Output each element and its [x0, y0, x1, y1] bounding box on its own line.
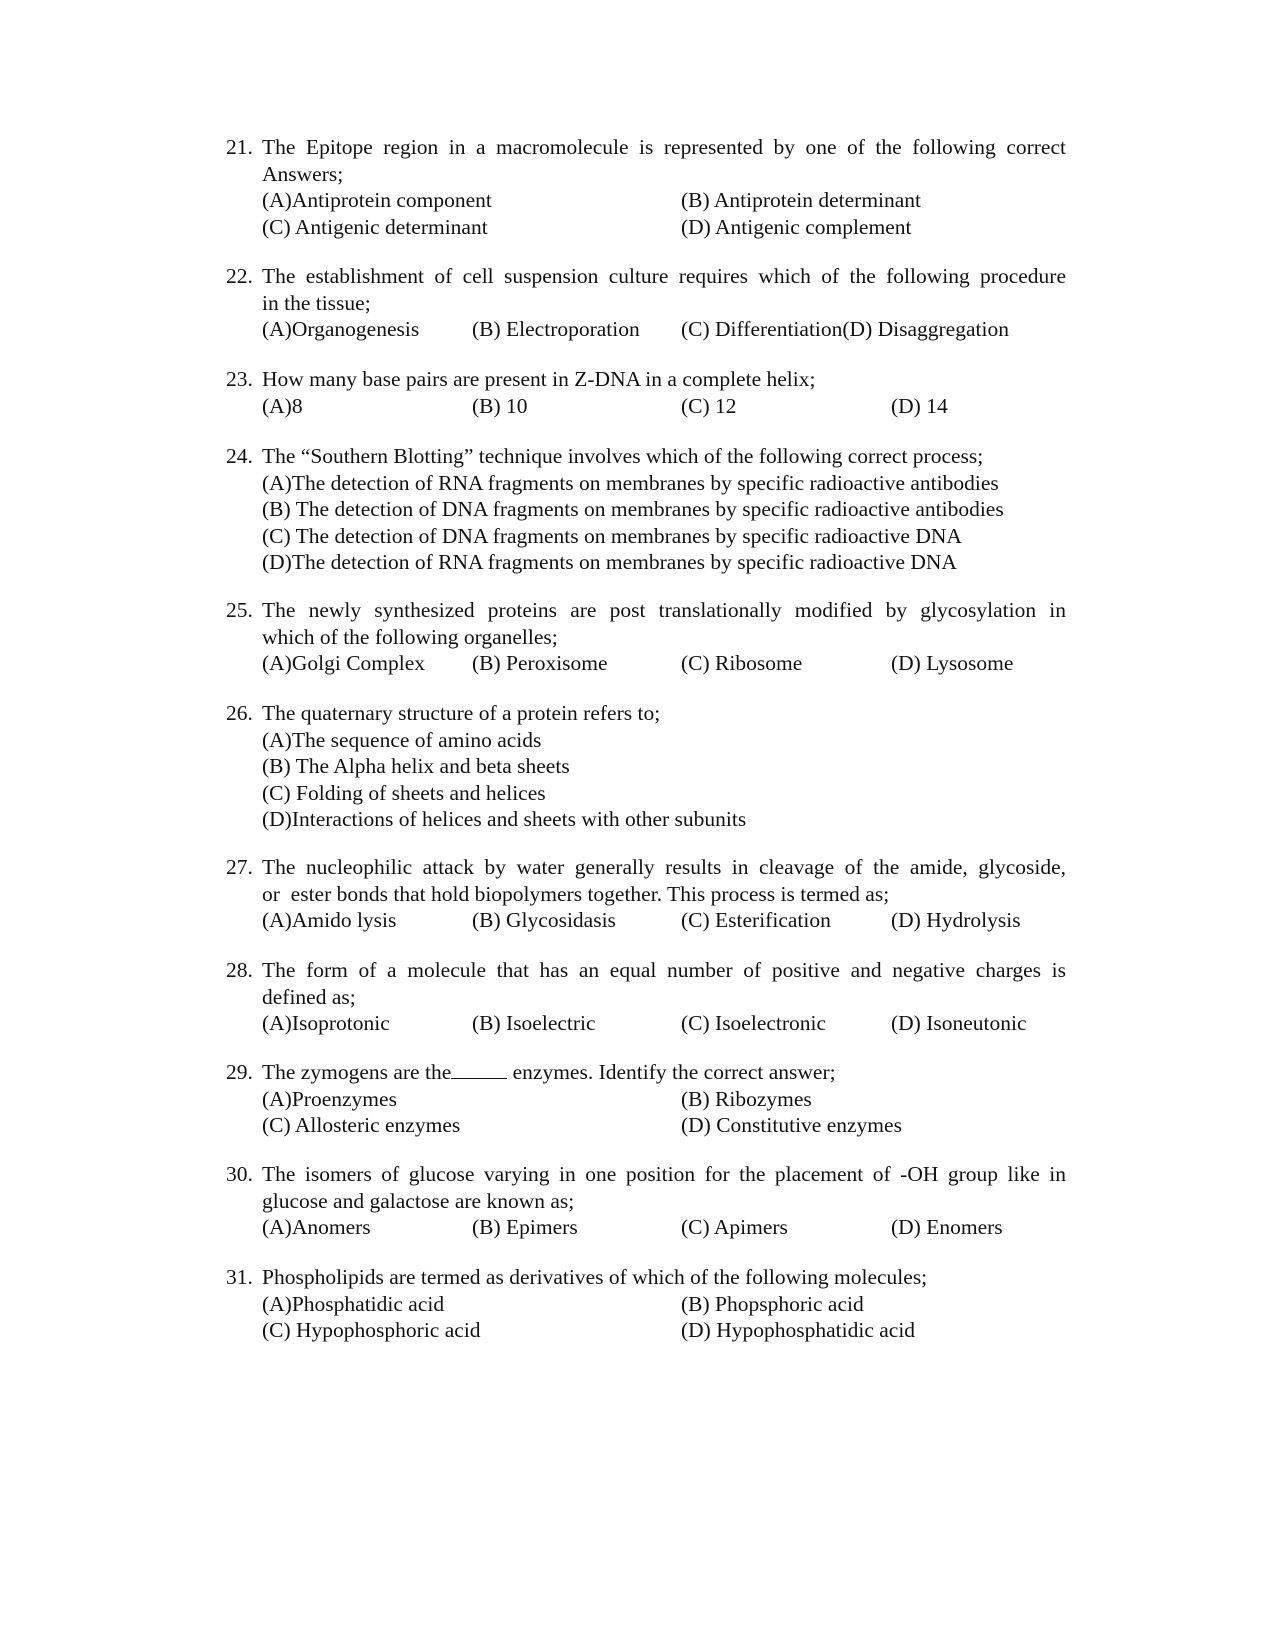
- question-stem: which of the following organelles;: [262, 624, 558, 649]
- option-d: (D)The detection of RNA fragments on membranes by specific radioactive DNA: [262, 550, 957, 574]
- question-stem: The establishment of cell suspension culture requires which of the following procedure: [262, 264, 1066, 288]
- question-number: 28.: [226, 958, 253, 982]
- option-a: (A)Phosphatidic acid: [262, 1291, 445, 1316]
- question-stem: The form of a molecule that has an equal number of positive and negative charges is: [262, 958, 1066, 982]
- option-a: (A)8: [262, 393, 303, 418]
- question-25: [226, 597, 1066, 677]
- option-b: (B) Epimers: [472, 1215, 578, 1239]
- question-28: [226, 957, 1066, 1037]
- question-stem: Phospholipids are termed as derivatives of which of the following molecules;: [262, 1265, 928, 1289]
- question-23: [226, 366, 1066, 419]
- option-b: (B) Peroxisome: [472, 651, 608, 675]
- option-b: (B) Phopsphoric acid: [681, 1291, 864, 1316]
- option-a: (A)Organogenesis: [262, 317, 420, 341]
- option-c: (C) Antigenic determinant: [262, 214, 488, 239]
- option-c: (C) 12: [681, 393, 737, 418]
- question-27: [226, 854, 1066, 934]
- question-number: 25.: [226, 598, 253, 622]
- option-d: (D) Antigenic complement: [681, 214, 912, 239]
- option-d: (D) 14: [891, 393, 948, 418]
- question-stem: The “Southern Blotting” technique involves which of the following correct process;: [262, 444, 984, 468]
- question-31: [226, 1264, 1066, 1344]
- question-number: 22.: [226, 264, 253, 288]
- stem-before-blank: The zymogens are the: [262, 1060, 452, 1084]
- option-c-d: (C) Differentiation(D) Disaggregation: [681, 317, 1009, 341]
- stem-after-blank: enzymes. Identify the correct answer;: [507, 1060, 836, 1084]
- question-number: 29.: [226, 1060, 253, 1084]
- option-a: (A)Antiprotein component: [262, 188, 492, 212]
- option-a: (A)Golgi Complex: [262, 651, 426, 675]
- question-number: 24.: [226, 444, 253, 468]
- question-number: 26.: [226, 701, 253, 725]
- question-stem: How many base pairs are present in Z-DNA in a complete helix;: [262, 367, 816, 391]
- option-b: (B) 10: [472, 393, 528, 418]
- option-d: (D) Lysosome: [891, 651, 1014, 675]
- question-number: 21.: [226, 135, 253, 159]
- question-stem: The newly synthesized proteins are post translationally modified by glycosylation in: [262, 598, 1066, 622]
- option-d: (D) Isoneutonic: [891, 1011, 1027, 1035]
- option-c: (C) Isoelectronic: [681, 1011, 827, 1035]
- question-stem: glucose and galactose are known as;: [262, 1188, 575, 1213]
- option-b: (B) Ribozymes: [681, 1086, 812, 1111]
- question-stem: defined as;: [262, 984, 356, 1009]
- option-b: (B) The detection of DNA fragments on membranes by specific radioactive antibodies: [262, 497, 1004, 521]
- question-stem: The quaternary structure of a protein refers to;: [262, 701, 661, 725]
- question-26: [226, 700, 1066, 833]
- option-c: (C) Ribosome: [681, 651, 803, 675]
- option-a: (A)The sequence of amino acids: [262, 727, 542, 752]
- question-29: [226, 1059, 1066, 1139]
- option-b: (B) The Alpha helix and beta sheets: [262, 754, 570, 778]
- option-c: (C) Hypophosphoric acid: [262, 1318, 481, 1342]
- answer-blank: [451, 1060, 507, 1079]
- question-30: [226, 1161, 1066, 1241]
- question-22: [226, 263, 1066, 343]
- option-d: (D) Constitutive enzymes: [681, 1113, 902, 1137]
- question-number: 31.: [226, 1265, 253, 1289]
- question-number: 23.: [226, 367, 253, 391]
- question-24: [226, 443, 1066, 576]
- option-c: (C) Allosteric enzymes: [262, 1113, 461, 1137]
- option-d: (D) Hypophosphatidic acid: [681, 1318, 916, 1342]
- option-d: (D)Interactions of helices and sheets with other subunits: [262, 807, 747, 831]
- option-b: (B) Antiprotein determinant: [681, 188, 922, 212]
- question-stem: Answers;: [262, 161, 344, 186]
- option-a: (A)Proenzymes: [262, 1086, 397, 1111]
- question-stem: in the tissue;: [262, 290, 371, 315]
- question-stem: The nucleophilic attack by water generally results in cleavage of the amide, glycoside,: [262, 855, 1066, 879]
- option-d: (D) Hydrolysis: [891, 908, 1021, 932]
- question-21: [226, 134, 1066, 240]
- option-c: (C) The detection of DNA fragments on membranes by specific radioactive DNA: [262, 523, 962, 548]
- question-stem: [262, 1059, 1066, 1086]
- option-c: (C) Esterification: [681, 908, 831, 932]
- option-b: (B) Glycosidasis: [472, 908, 616, 932]
- option-c: (C) Apimers: [681, 1215, 788, 1239]
- option-a: (A)Anomers: [262, 1215, 371, 1239]
- option-a: (A)The detection of RNA fragments on membranes by specific radioactive antibodies: [262, 470, 999, 495]
- option-a: (A)Amido lysis: [262, 908, 397, 932]
- option-d: (D) Enomers: [891, 1215, 1003, 1239]
- question-number: 30.: [226, 1162, 253, 1186]
- option-b: (B) Electroporation: [472, 317, 640, 341]
- question-stem: The isomers of glucose varying in one position for the placement of -OH group like in: [262, 1162, 1066, 1186]
- option-c: (C) Folding of sheets and helices: [262, 780, 546, 805]
- question-stem: or ester bonds that hold biopolymers together. This process is termed as;: [262, 881, 890, 906]
- question-number: 27.: [226, 855, 253, 879]
- option-b: (B) Isoelectric: [472, 1011, 596, 1035]
- question-stem: The Epitope region in a macromolecule is represented by one of the following correct: [262, 135, 1066, 159]
- option-a: (A)Isoprotonic: [262, 1011, 390, 1035]
